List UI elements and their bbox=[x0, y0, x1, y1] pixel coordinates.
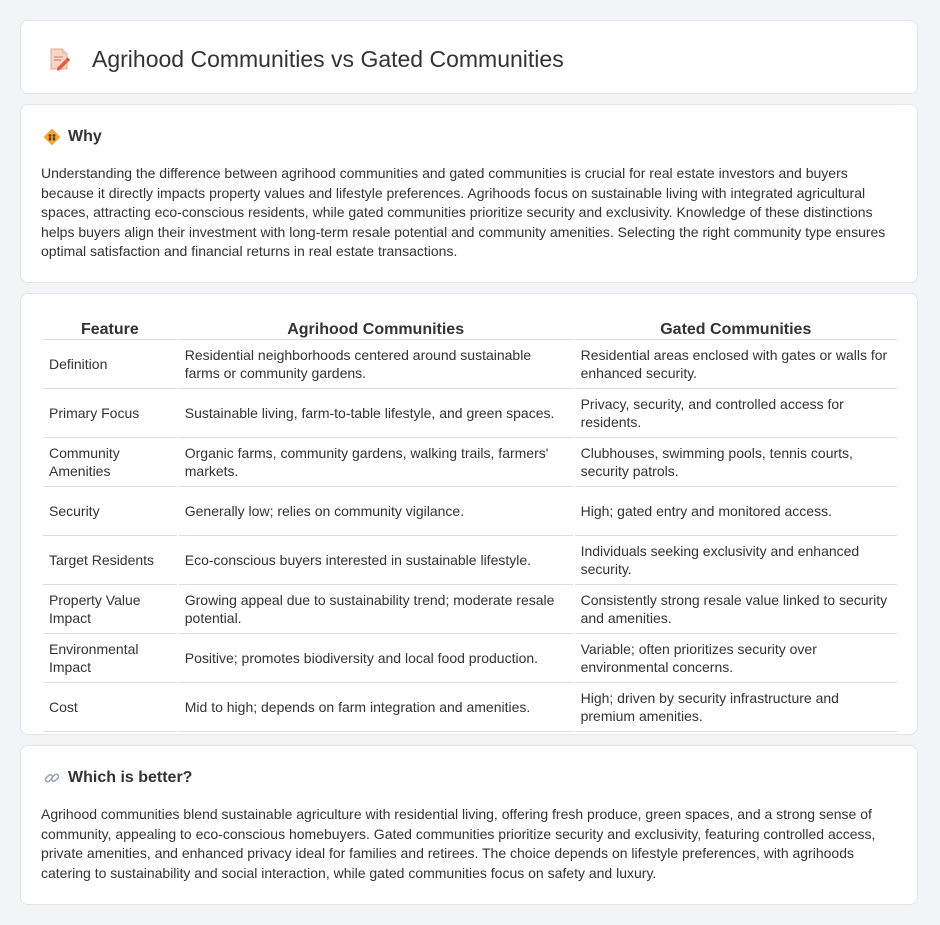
comparison-table bbox=[41, 315, 899, 732]
feature-cell: Environmental Impact bbox=[43, 634, 177, 683]
gated-cell: Residential areas enclosed with gates or walls for enhanced security. bbox=[575, 340, 897, 389]
page-title: Agrihood Communities vs Gated Communities bbox=[92, 46, 564, 72]
agrihood-cell: Eco-conscious buyers interested in sustainable lifestyle. bbox=[179, 536, 573, 585]
agrihood-cell: Generally low; relies on community vigilance. bbox=[179, 487, 573, 536]
agrihood-cell: Sustainable living, farm-to-table lifestyle, and green spaces. bbox=[179, 389, 573, 438]
diamond-people-icon bbox=[43, 128, 61, 146]
agrihood-cell: Positive; promotes biodiversity and local food production. bbox=[179, 634, 573, 683]
better-heading-row bbox=[43, 768, 192, 788]
table-row bbox=[43, 683, 897, 732]
agrihood-cell: Organic farms, community gardens, walking trails, farmers' markets. bbox=[179, 438, 573, 487]
table-row bbox=[43, 634, 897, 683]
column-header-agrihood: Agrihood Communities bbox=[179, 315, 573, 340]
gated-cell: Consistently strong resale value linked to security and amenities. bbox=[575, 585, 897, 634]
link-icon bbox=[43, 769, 61, 787]
document-pencil-icon bbox=[48, 47, 70, 71]
comparison-section bbox=[20, 293, 918, 735]
why-text: Understanding the difference between agrihood communities and gated communities is crucial for real estate investors and buyers because it directly impacts property values and lifestyle preferences. Agrihoods focus on sustainable living with integrated agricultural spaces, attracting eco-conscious residents, while gated communities prioritize security and exclusivity. Knowledge of these distinctions helps buyers align their investment with long-term resale potential and community amenities. Selecting the right community type ensures optimal satisfaction and financial returns in real estate transactions. bbox=[41, 165, 886, 260]
why-heading-row bbox=[43, 127, 102, 147]
better-heading: Which is better? bbox=[68, 769, 193, 786]
table-header-row bbox=[43, 315, 897, 340]
feature-cell: Community Amenities bbox=[43, 438, 177, 487]
why-heading: Why bbox=[68, 128, 102, 145]
gated-cell: Individuals seeking exclusivity and enhanced security. bbox=[575, 536, 897, 585]
gated-cell: Variable; often prioritizes security over environmental concerns. bbox=[575, 634, 897, 683]
gated-cell: Clubhouses, swimming pools, tennis courts, security patrols. bbox=[575, 438, 897, 487]
feature-cell: Target Residents bbox=[43, 536, 177, 585]
better-text: Agrihood communities blend sustainable agriculture with residential living, offering fresh produce, green spaces, and a strong sense of community, appealing to eco-conscious homebuyers. Gated communities prioritize security and exclusivity, featuring controlled access, private amenities, and enhanced privacy ideal for families and retirees. The choice depends on lifestyle preferences, with agrihoods catering to sustainability and social interaction, while gated communities focus on safety and luxury. bbox=[41, 806, 876, 881]
feature-cell: Primary Focus bbox=[43, 389, 177, 438]
why-section bbox=[20, 104, 918, 283]
feature-cell: Security bbox=[43, 487, 177, 536]
agrihood-cell: Residential neighborhoods centered around sustainable farms or community gardens. bbox=[179, 340, 573, 389]
table-row bbox=[43, 536, 897, 585]
gated-cell: Privacy, security, and controlled access for residents. bbox=[575, 389, 897, 438]
table-row bbox=[43, 389, 897, 438]
feature-cell: Property Value Impact bbox=[43, 585, 177, 634]
agrihood-cell: Mid to high; depends on farm integration and amenities. bbox=[179, 683, 573, 732]
table-row bbox=[43, 585, 897, 634]
table-row bbox=[43, 340, 897, 389]
table-row bbox=[43, 487, 897, 536]
gated-cell: High; driven by security infrastructure and premium amenities. bbox=[575, 683, 897, 732]
gated-cell: High; gated entry and monitored access. bbox=[575, 487, 897, 536]
column-header-feature: Feature bbox=[43, 315, 177, 340]
feature-cell: Cost bbox=[43, 683, 177, 732]
column-header-gated: Gated Communities bbox=[575, 315, 897, 340]
header-card bbox=[20, 20, 918, 94]
agrihood-cell: Growing appeal due to sustainability trend; moderate resale potential. bbox=[179, 585, 573, 634]
which-is-better-section bbox=[20, 745, 918, 905]
table-row bbox=[43, 438, 897, 487]
feature-cell: Definition bbox=[43, 340, 177, 389]
